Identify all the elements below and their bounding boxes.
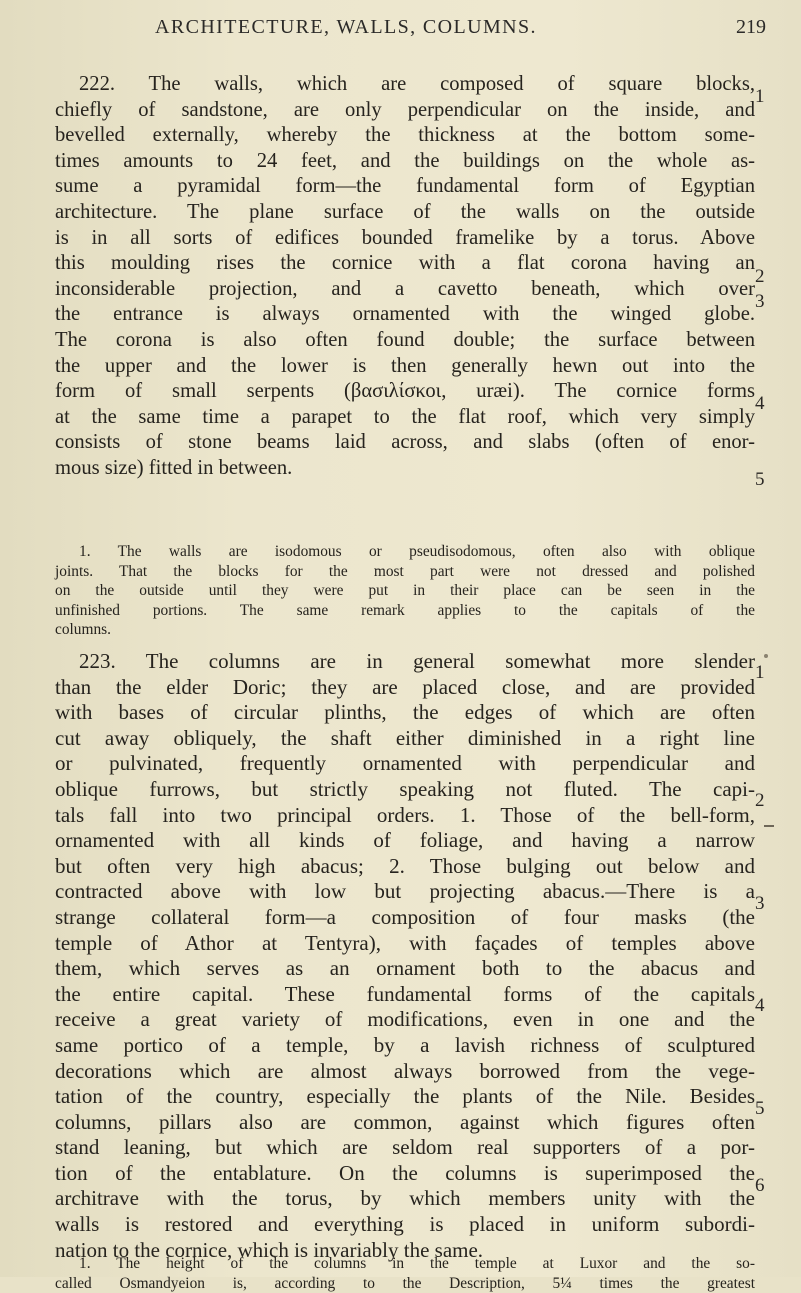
- text-line: tals fall into two principal orders. 1. Those of the bell-form,: [55, 802, 755, 827]
- line-marker: 3: [755, 893, 765, 914]
- paragraph-223: [55, 649, 755, 1263]
- line-marker: 3: [755, 291, 765, 312]
- line-marker: 2: [755, 266, 765, 287]
- text-line: walls is restored and everything is placed in uniform subordi-: [55, 1212, 755, 1237]
- ink-dash: [764, 825, 774, 827]
- text-line: the entrance is always ornamented with the winged globe.: [55, 303, 755, 326]
- line-marker: 5: [755, 469, 765, 490]
- running-head: [0, 16, 801, 50]
- text-line: is in all sorts of edifices bounded framelike by a torus. Above: [55, 226, 755, 249]
- text-line: contracted above with low but projecting abacus.—There is a: [55, 879, 755, 904]
- footnote-line: columns.: [55, 621, 112, 639]
- text-line: nation to the cornice, which is invariably the same.: [55, 1237, 484, 1262]
- line-marker: 6: [755, 1175, 765, 1196]
- page-number: 219: [736, 16, 766, 38]
- footnote-line: joints. That the blocks for the most part were not dressed and polished: [55, 562, 755, 580]
- line-marker: 1: [755, 662, 765, 683]
- text-line: columns, pillars also are common, against which figures often: [55, 1109, 755, 1134]
- text-line: decorations which are almost always borrowed from the vege-: [55, 1058, 755, 1083]
- text-line: tion of the entablature. On the columns is superimposed the: [55, 1160, 755, 1185]
- text-line: with bases of circular plinths, the edges of which are often: [55, 700, 755, 725]
- line-marker: 2: [755, 790, 765, 811]
- text-line: sume a pyramidal form—the fundamental form of Egyptian: [55, 175, 755, 198]
- text-line: but often very high abacus; 2. Those bulging out below and: [55, 853, 755, 878]
- footnote-223: [55, 1254, 755, 1293]
- text-line: 223. The columns are in general somewhat more slender: [79, 649, 755, 673]
- footnote-line: on the outside until they were put in their place can be seen in the: [55, 582, 755, 600]
- text-line: oblique furrows, but strictly speaking not fluted. The capi-: [55, 776, 755, 801]
- footnote-line: called Osmandyeion is, according to the Description, 5¼ times the greatest: [55, 1274, 755, 1292]
- text-line: stand leaning, but which are seldom real supporters of a por-: [55, 1135, 755, 1160]
- footnote-222: [55, 542, 755, 640]
- text-line: times amounts to 24 feet, and the buildings on the whole as-: [55, 149, 755, 172]
- text-line: 222. The walls, which are composed of square blocks,: [79, 73, 755, 95]
- footnote-line: 1. The height of the columns in the temple at Luxor and the so-: [79, 1255, 755, 1272]
- text-line: cut away obliquely, the shaft either diminished in a right line: [55, 725, 755, 750]
- line-marker: 1: [755, 86, 765, 107]
- text-line: strange collateral form—a composition of four masks (the: [55, 904, 755, 929]
- line-marker: 4: [755, 995, 765, 1016]
- text-line: the entire capital. These fundamental forms of the capitals: [55, 981, 755, 1006]
- line-marker: 4: [755, 393, 765, 414]
- text-line: inconsiderable projection, and a cavetto beneath, which over: [55, 277, 755, 300]
- text-line: at the same time a parapet to the flat roof, which very simply: [55, 405, 755, 428]
- footnote-line: 1. The walls are isodomous or pseudisodomous, often also with oblique: [79, 543, 755, 560]
- text-line: them, which serves as an ornament both to the abacus and: [55, 956, 755, 981]
- text-line: architrave with the torus, by which members unity with the: [55, 1186, 755, 1211]
- text-line: this moulding rises the cornice with a flat corona having an: [55, 252, 755, 275]
- text-line: architecture. The plane surface of the walls on the outside: [55, 200, 755, 223]
- running-title: ARCHITECTURE, WALLS, COLUMNS.: [155, 16, 537, 38]
- text-line: or pulvinated, frequently ornamented with perpendicular and: [55, 751, 755, 776]
- text-line: same portico of a temple, by a lavish richness of sculptured: [55, 1032, 755, 1057]
- text-line: than the elder Doric; they are placed close, and are provided: [55, 674, 755, 699]
- ink-speck: [764, 654, 768, 658]
- line-marker: 5: [755, 1098, 765, 1119]
- text-line: The corona is also often found double; the surface between: [55, 328, 755, 351]
- text-line: consists of stone beams laid across, and slabs (often of enor-: [55, 431, 755, 454]
- text-line: temple of Athor at Tentyra), with façades of temples above: [55, 930, 755, 955]
- text-line: mous size) fitted in between.: [55, 456, 293, 479]
- text-line: the upper and the lower is then generally hewn out into the: [55, 354, 755, 377]
- text-line: chiefly of sandstone, are only perpendicular on the inside, and: [55, 98, 755, 121]
- text-line: bevelled externally, whereby the thickness at the bottom some-: [55, 124, 755, 147]
- paragraph-222: [55, 72, 755, 482]
- text-line: tation of the country, especially the plants of the Nile. Besides: [55, 1084, 755, 1109]
- text-line: receive a great variety of modifications, even in one and the: [55, 1007, 755, 1032]
- text-line: ornamented with all kinds of foliage, and having a narrow: [55, 828, 755, 853]
- footnote-line: unfinished portions. The same remark applies to the capitals of the: [55, 601, 755, 619]
- text-line: form of small serpents (βασιλίσκοι, uræi). The cornice forms: [55, 380, 755, 403]
